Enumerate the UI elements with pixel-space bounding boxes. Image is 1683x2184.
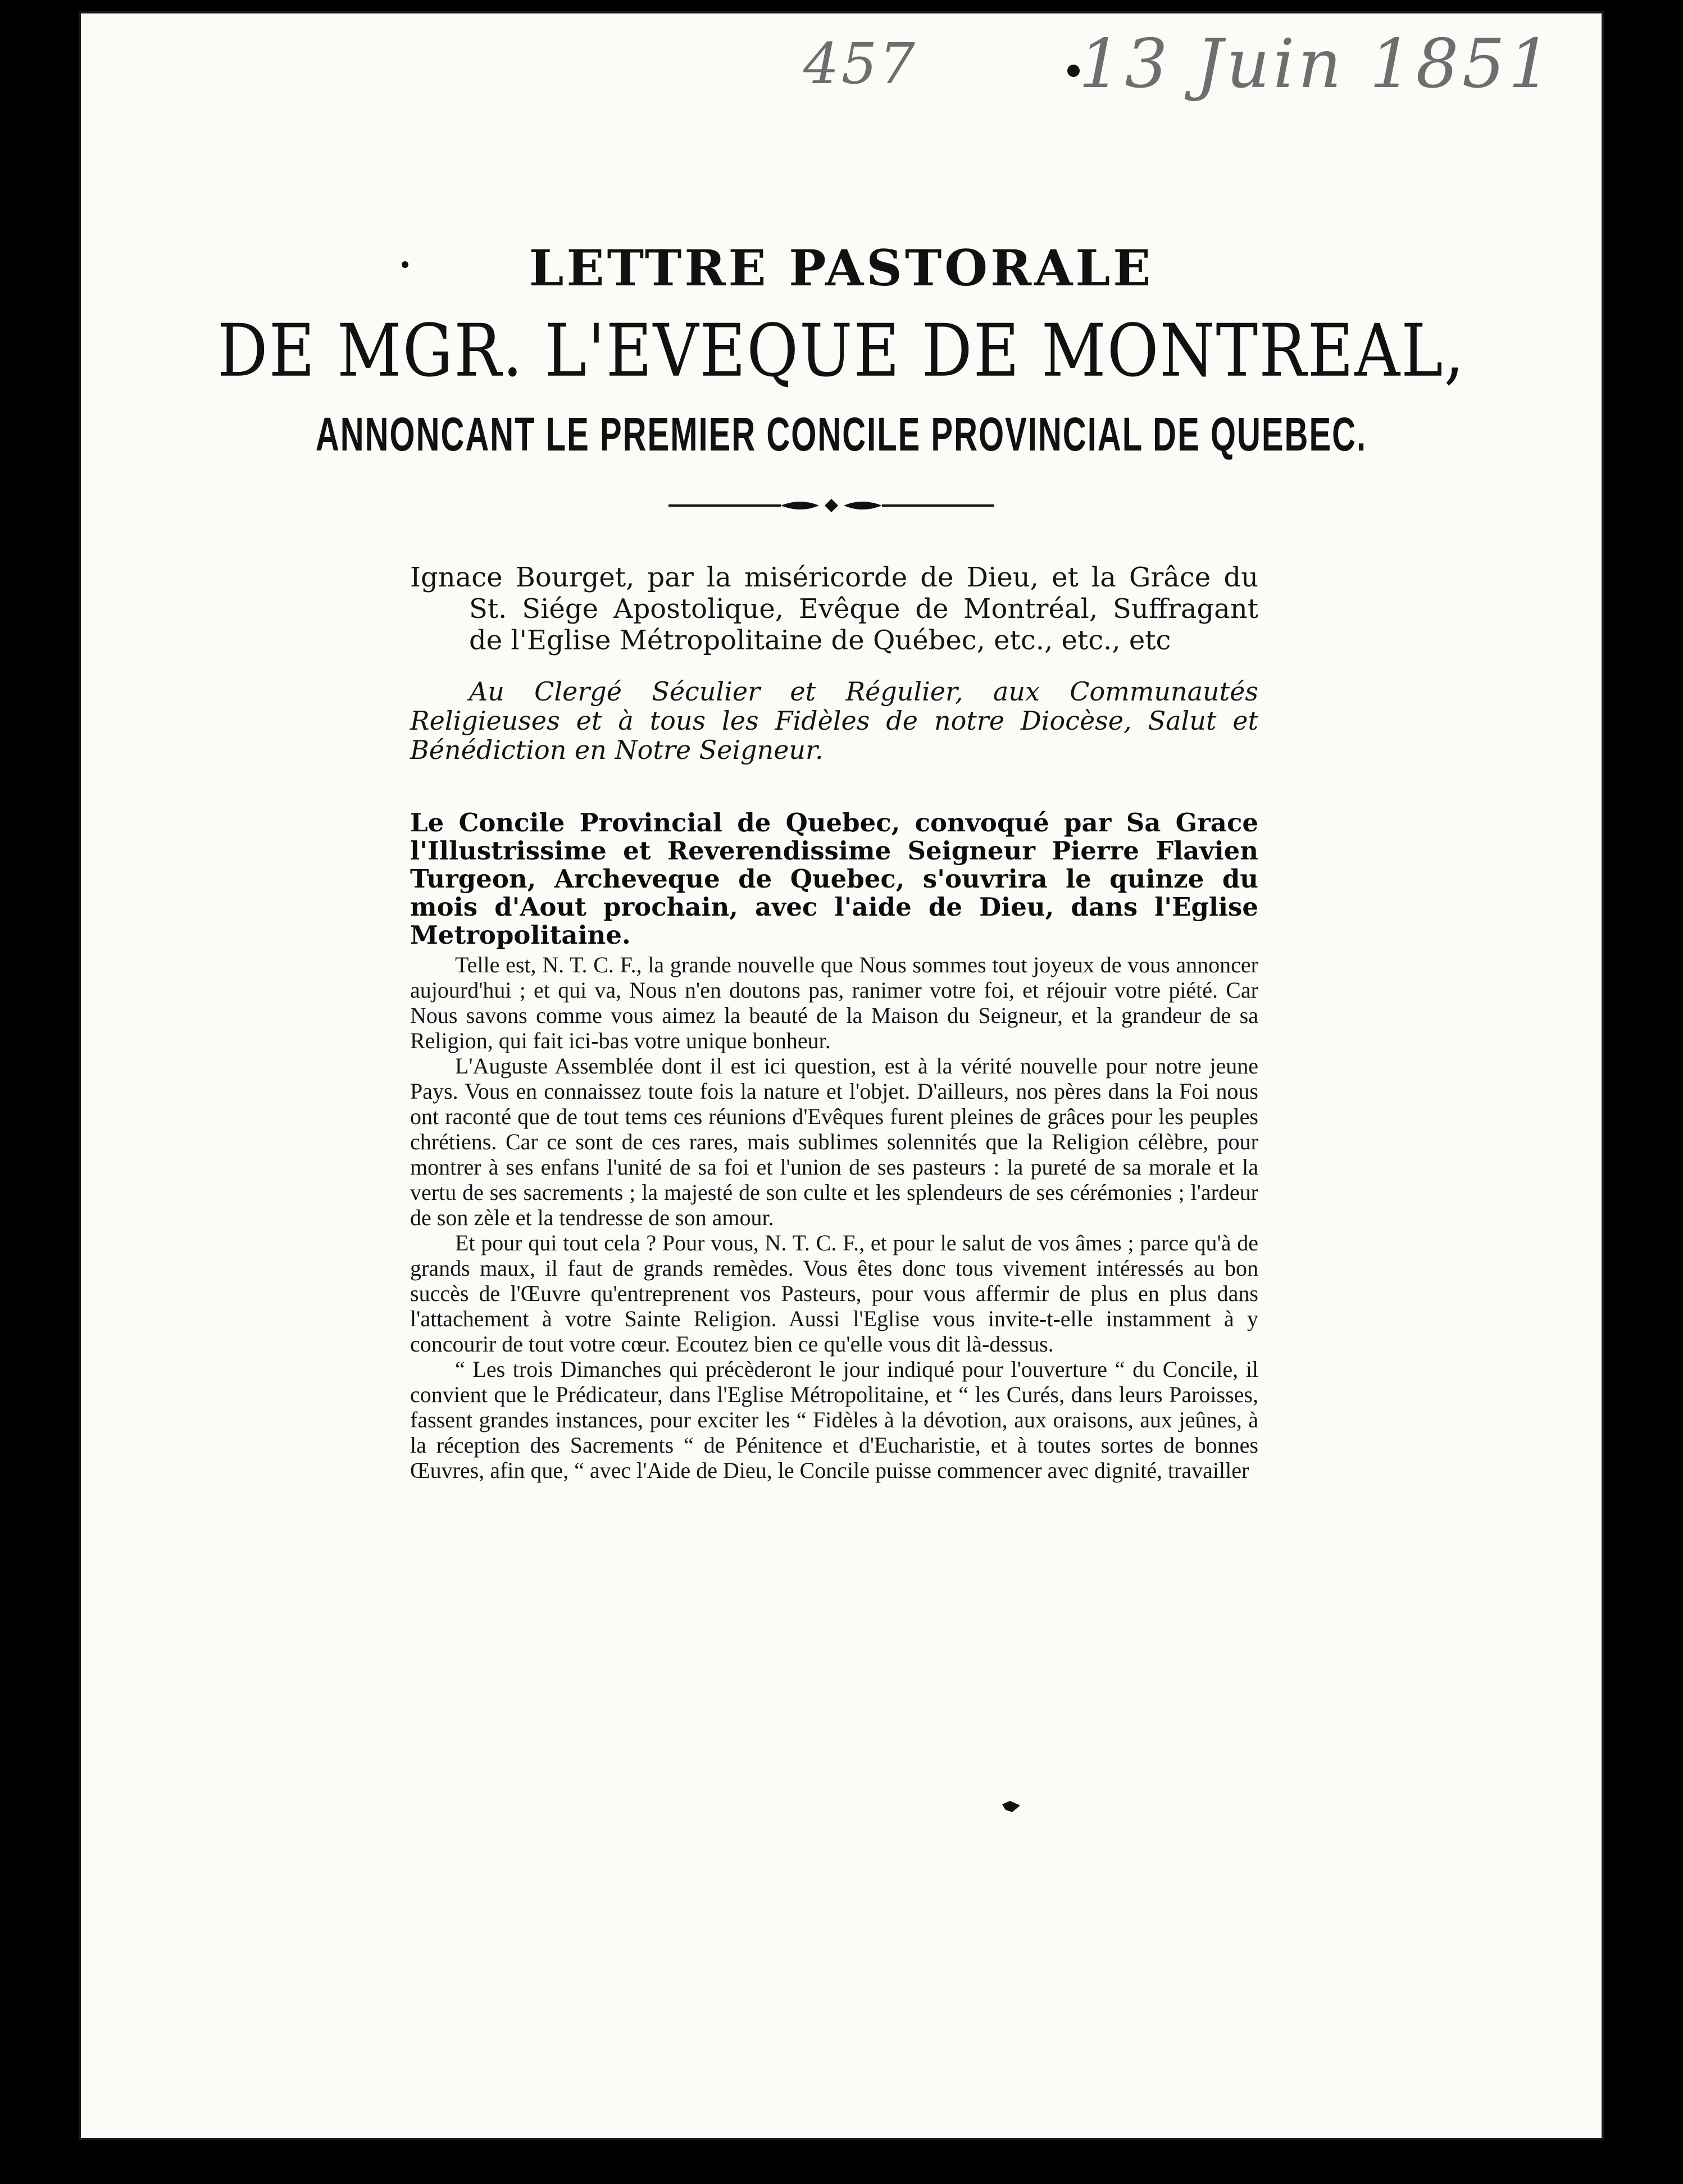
council-announcement [410,809,1258,949]
ink-dot [1067,65,1080,77]
ink-blot [1000,1798,1022,1814]
handwritten-catalog-number: 457 [803,31,917,97]
document-title: LETTRE PASTORALE [529,239,1154,297]
scanned-page [79,11,1604,2140]
salutation-line: St. Siége Apostolique, Evêque de Montréal, Suffragant [469,593,1258,625]
address-text: Au Clergé Séculier et Régulier, aux Communautés Religieuses et à tous les Fidèles de notre Diocèse, Salut et Bénédiction en Notre Seigneur. [410,676,1258,765]
body-paragraph: “ Les trois Dimanches qui précèderont le jour indiqué pour l'ouverture “ du Concile, il convient que le Prédicateur, dans l'Eglise Métropolitaine, et “ les Curés, dans leurs Paroisses, fassent grandes instances, pour exciter les “ Fidèles à la dévotion, aux oraisons, aux jeûnes, à la réception des Sacrements “ de Pénitence et d'Eucharistie, et à toutes sortes de bonnes Œuvres, afin que, “ avec l'Aide de Dieu, le Concile puisse commencer avec dignité, travailler [410,1357,1258,1483]
address-to-faithful [410,677,1258,765]
document-subtitle: DE MGR. L'EVEQUE DE MONTREAL, [217,309,1466,393]
body-paragraph: L'Auguste Assemblée dont il est ici question, est à la vérité nouvelle pour notre jeune Pays. Vous en connaissez toute fois la nature et l'objet. D'ailleurs, nos pères dans la Foi nous ont raconté que de tout tems ces réunions d'Evêques furent pleines de grâces pour les peuples chrétiens. Car ce sont de ces rares, mais sublimes solennités que la Religion célèbre, pour montrer à ses enfans l'unité de sa foi et l'union de ses pasteurs : la pureté de sa morale et la vertu de ses sacrements ; la majesté de son culte et les splendeurs de ses cérémonies ; l'ardeur de son zèle et la tendresse de son amour. [410,1053,1258,1230]
bishop-salutation [410,562,1258,656]
handwritten-date: 13 Juin 1851 [1079,25,1555,103]
ornamental-divider [668,494,994,517]
body-paragraph: Et pour qui tout cela ? Pour vous, N. T. C. F., et pour le salut de vos âmes ; parce qu'à de grands maux, il faut de grands remèdes. Vous êtes donc tous vivement intéressés au bon succès de l'Œuvre qu'entreprenent vos Pasteurs, pour vous affermir de plus en plus dans l'attachement à votre Sainte Religion. Aussi l'Eglise vous invite-t-elle instamment à y concourir de tout votre cœur. Ecoutez bien ce qu'elle vous dit là-dessus. [410,1230,1258,1357]
body-paragraph: Telle est, N. T. C. F., la grande nouvelle que Nous sommes tout joyeux de vous annoncer aujourd'hui ; et qui va, Nous n'en doutons pas, ranimer votre foi, et réjouir votre piété. Car Nous savons comme vous aimez la beauté de la Maison du Seigneur, et la grandeur de sa Religion, qui fait ici-bas votre unique bonheur. [410,952,1258,1053]
salutation-line: de l'Eglise Métropolitaine de Québec, etc., etc., etc [469,625,1171,656]
letter-body [410,952,1258,1483]
announcement-text: Le Concile Provincial de Quebec, convoqué par Sa Grace l'Illustrissime et Reverendissime Seigneur Pierre Flavien Turgeon, Archeveque de Quebec, s'ouvrira le quinze du mois d'Aout prochain, avec l'aide de Dieu, dans l'Eglise Metropolitaine. [410,808,1258,950]
salutation-line: Ignace Bourget, par la miséricorde de Dieu, et la Grâce du [410,562,1258,593]
document-subject: ANNONCANT LE PREMIER CONCILE PROVINCIAL DE QUEBEC. [315,408,1367,461]
